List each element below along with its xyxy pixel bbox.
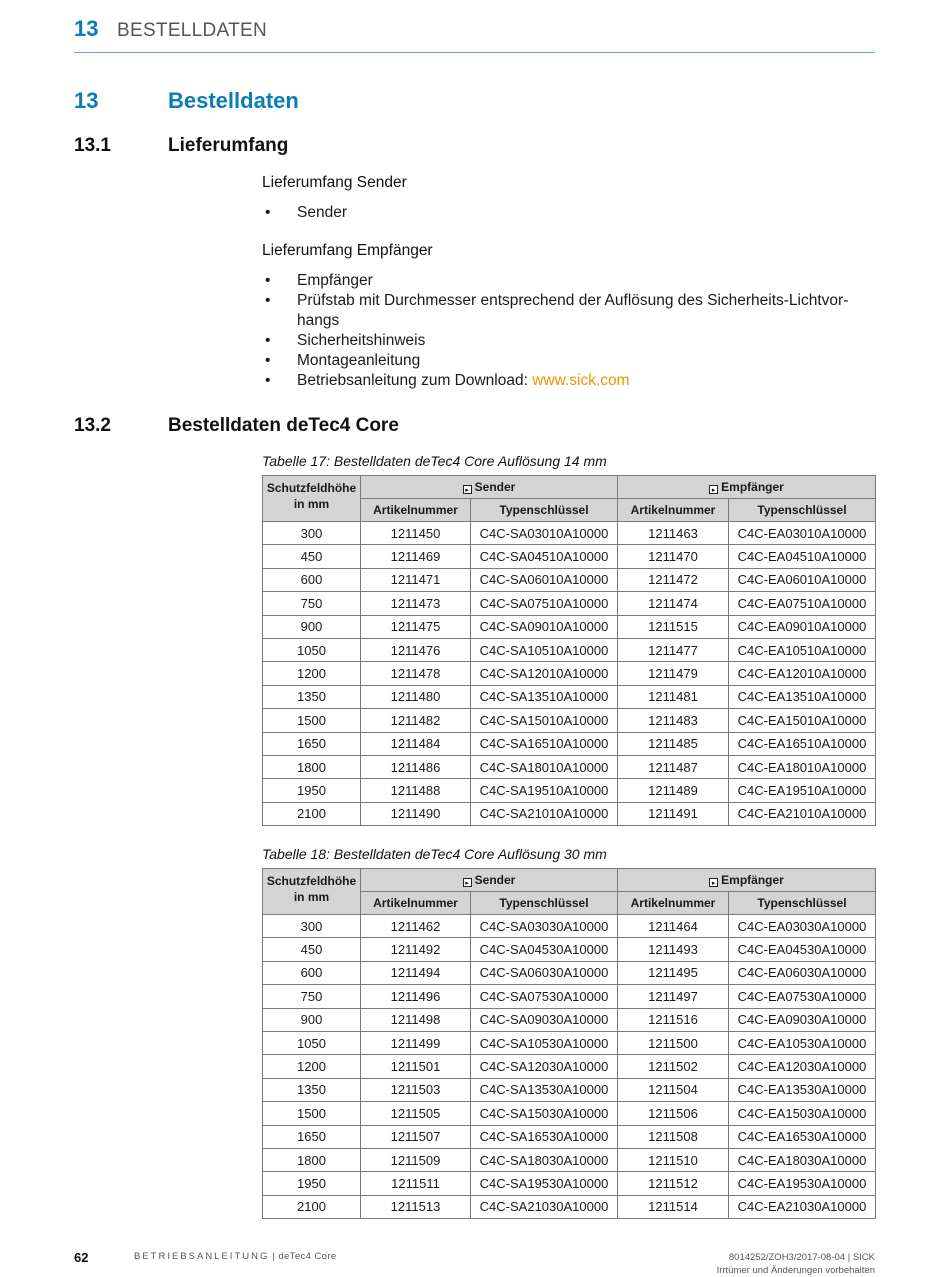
- table-row: [263, 732, 876, 755]
- table-cell: 1211470: [618, 545, 729, 568]
- table-cell: C4C-EA07530A10000: [729, 985, 876, 1008]
- download-link[interactable]: www.sick.com: [532, 372, 630, 389]
- table-cell: C4C-EA12010A10000: [729, 662, 876, 685]
- receiver-icon: ▸: [709, 878, 718, 887]
- table-cell: 1950: [263, 1172, 361, 1195]
- table-row: [263, 938, 876, 961]
- table-cell: 1211506: [618, 1102, 729, 1125]
- table-cell: C4C-SA15030A10000: [471, 1102, 618, 1125]
- col-header-type-key: Typenschlüssel: [729, 499, 876, 522]
- table-cell: 1211474: [618, 592, 729, 615]
- table-cell: 1211493: [618, 938, 729, 961]
- table-cell: 1211499: [361, 1031, 471, 1054]
- table-row: [263, 662, 876, 685]
- table-cell: 1200: [263, 1055, 361, 1078]
- col-header-article: Artikelnummer: [361, 499, 471, 522]
- table-cell: C4C-SA09030A10000: [471, 1008, 618, 1031]
- table-cell: C4C-EA07510A10000: [729, 592, 876, 615]
- table-cell: C4C-EA03030A10000: [729, 915, 876, 938]
- subsection-number-13-1: 13.1: [74, 135, 111, 156]
- table-cell: C4C-SA12010A10000: [471, 662, 618, 685]
- table-cell: C4C-SA03030A10000: [471, 915, 618, 938]
- table-cell: C4C-EA19530A10000: [729, 1172, 876, 1195]
- table-cell: 450: [263, 938, 361, 961]
- table-cell: 1211503: [361, 1078, 471, 1101]
- table-cell: C4C-SA19510A10000: [471, 779, 618, 802]
- table-cell: 1211509: [361, 1148, 471, 1171]
- table-cell: C4C-EA06010A10000: [729, 568, 876, 591]
- table-row: [263, 915, 876, 938]
- table-cell: C4C-SA21030A10000: [471, 1195, 618, 1218]
- table-cell: 1211463: [618, 522, 729, 545]
- table-cell: C4C-SA13530A10000: [471, 1078, 618, 1101]
- table-cell: C4C-SA06010A10000: [471, 568, 618, 591]
- sender-scope-list: [262, 203, 867, 223]
- table-cell: C4C-SA18010A10000: [471, 755, 618, 778]
- table-17-caption: Tabelle 17: Bestelldaten deTec4 Core Auflösung 14 mm: [262, 453, 607, 469]
- table-row: [263, 638, 876, 661]
- table-cell: C4C-EA18030A10000: [729, 1148, 876, 1171]
- table-row: [263, 985, 876, 1008]
- table-row: [263, 1125, 876, 1148]
- table-row: [263, 592, 876, 615]
- table-cell: 1211476: [361, 638, 471, 661]
- table-cell: 1211491: [618, 802, 729, 825]
- table-cell: 1950: [263, 779, 361, 802]
- table-cell: 1211485: [618, 732, 729, 755]
- table-cell: 1211471: [361, 568, 471, 591]
- page-number: 62: [74, 1250, 89, 1265]
- col-header-height: Schutzfeldhöhe in mm: [263, 476, 361, 522]
- table-cell: C4C-EA13530A10000: [729, 1078, 876, 1101]
- table-cell: 1211489: [618, 779, 729, 802]
- table-row: [263, 779, 876, 802]
- table-cell: 1050: [263, 1031, 361, 1054]
- table-cell: 1211496: [361, 985, 471, 1008]
- table-row: [263, 961, 876, 984]
- table-cell: 2100: [263, 1195, 361, 1218]
- order-table-14mm: [262, 475, 876, 826]
- table-cell: 1211498: [361, 1008, 471, 1031]
- table-cell: 1500: [263, 709, 361, 732]
- table-cell: 1211482: [361, 709, 471, 732]
- table-cell: 1650: [263, 732, 361, 755]
- receiver-scope-heading: Lieferumfang Empfänger: [262, 242, 433, 259]
- table-cell: 1211511: [361, 1172, 471, 1195]
- table-row: [263, 1031, 876, 1054]
- table-row: [263, 568, 876, 591]
- table-cell: C4C-EA09030A10000: [729, 1008, 876, 1031]
- table-cell: C4C-SA04530A10000: [471, 938, 618, 961]
- sender-icon: ▸: [463, 878, 472, 887]
- table-row: [263, 1008, 876, 1031]
- footer-document: BETRIEBSANLEITUNG | deTec4 Core: [134, 1251, 337, 1262]
- table-cell: 1211478: [361, 662, 471, 685]
- table-cell: 1211488: [361, 779, 471, 802]
- footer-reference: 8014252/ZOH3/2017-08-04 | SICK Irrtümer und Änderungen vorbehalten: [716, 1252, 875, 1276]
- table-cell: C4C-EA04510A10000: [729, 545, 876, 568]
- section-number: 13: [74, 88, 99, 113]
- table-cell: 1800: [263, 755, 361, 778]
- list-item: • Sender: [265, 204, 347, 221]
- table-cell: 1211480: [361, 685, 471, 708]
- col-header-type-key: Typenschlüssel: [471, 499, 618, 522]
- col-header-receiver: ▸ Empfänger: [618, 476, 876, 499]
- table-row: [263, 802, 876, 825]
- table-cell: 1211500: [618, 1031, 729, 1054]
- table-cell: 1500: [263, 1102, 361, 1125]
- table-cell: C4C-SA19530A10000: [471, 1172, 618, 1195]
- table-row: [263, 1078, 876, 1101]
- table-cell: 1200: [263, 662, 361, 685]
- table-row: [263, 755, 876, 778]
- table-cell: 600: [263, 568, 361, 591]
- table-cell: 1211515: [618, 615, 729, 638]
- table-cell: 1211473: [361, 592, 471, 615]
- table-cell: C4C-SA04510A10000: [471, 545, 618, 568]
- table-cell: 1211469: [361, 545, 471, 568]
- col-header-article: Artikelnummer: [618, 499, 729, 522]
- table-cell: C4C-EA16530A10000: [729, 1125, 876, 1148]
- table-cell: 1211479: [618, 662, 729, 685]
- table-cell: 1211462: [361, 915, 471, 938]
- table-cell: 1211510: [618, 1148, 729, 1171]
- col-header-type-key: Typenschlüssel: [471, 892, 618, 915]
- table-row: [263, 1055, 876, 1078]
- table-cell: C4C-EA06030A10000: [729, 961, 876, 984]
- col-header-article: Artikelnummer: [618, 892, 729, 915]
- table-cell: 1211481: [618, 685, 729, 708]
- table-cell: 1800: [263, 1148, 361, 1171]
- table-cell: C4C-SA09010A10000: [471, 615, 618, 638]
- col-header-receiver: ▸ Empfänger: [618, 869, 876, 892]
- list-item: • Betriebsanleitung zum Download: www.sick.com: [265, 372, 630, 389]
- table-cell: 900: [263, 615, 361, 638]
- table-cell: C4C-SA13510A10000: [471, 685, 618, 708]
- list-item: • Sicherheitshinweis: [265, 332, 426, 349]
- table-cell: 1211490: [361, 802, 471, 825]
- table-cell: C4C-SA12030A10000: [471, 1055, 618, 1078]
- table-cell: 1211497: [618, 985, 729, 1008]
- table-cell: 1211475: [361, 615, 471, 638]
- receiver-icon: ▸: [709, 485, 718, 494]
- table-cell: 300: [263, 522, 361, 545]
- table-cell: 1211513: [361, 1195, 471, 1218]
- header-divider: [74, 52, 875, 53]
- table-row: [263, 522, 876, 545]
- subsection-title-bestelldaten: Bestelldaten deTec4 Core: [168, 415, 399, 436]
- table-cell: 1350: [263, 685, 361, 708]
- table-cell: C4C-EA21010A10000: [729, 802, 876, 825]
- table-cell: 1211486: [361, 755, 471, 778]
- table-cell: 1350: [263, 1078, 361, 1101]
- table-cell: 1211483: [618, 709, 729, 732]
- table-cell: C4C-EA18010A10000: [729, 755, 876, 778]
- table-cell: 1211504: [618, 1078, 729, 1101]
- table-cell: C4C-SA10530A10000: [471, 1031, 618, 1054]
- col-header-article: Artikelnummer: [361, 892, 471, 915]
- table-cell: 1050: [263, 638, 361, 661]
- table-cell: 1211505: [361, 1102, 471, 1125]
- table-cell: 1211487: [618, 755, 729, 778]
- order-table-30mm: [262, 868, 876, 1219]
- table-cell: C4C-SA03010A10000: [471, 522, 618, 545]
- list-item: • Montageanleitung: [265, 352, 421, 369]
- table-cell: 1211507: [361, 1125, 471, 1148]
- table-cell: 900: [263, 1008, 361, 1031]
- running-header-title: BESTELLDATEN: [117, 20, 268, 41]
- table-cell: 1211508: [618, 1125, 729, 1148]
- table-cell: 1211495: [618, 961, 729, 984]
- table-row: [263, 545, 876, 568]
- receiver-scope-list: [262, 271, 867, 391]
- table-row: [263, 615, 876, 638]
- table-cell: C4C-SA07530A10000: [471, 985, 618, 1008]
- table-cell: C4C-EA15030A10000: [729, 1102, 876, 1125]
- table-cell: C4C-EA15010A10000: [729, 709, 876, 732]
- table-cell: 1211450: [361, 522, 471, 545]
- table-row: [263, 1172, 876, 1195]
- col-header-height: Schutzfeldhöhe in mm: [263, 869, 361, 915]
- table-cell: C4C-EA13510A10000: [729, 685, 876, 708]
- table-cell: 600: [263, 961, 361, 984]
- col-header-sender: ▸ Sender: [361, 869, 618, 892]
- table-cell: 1211464: [618, 915, 729, 938]
- table-cell: C4C-SA21010A10000: [471, 802, 618, 825]
- table-cell: C4C-EA09010A10000: [729, 615, 876, 638]
- col-header-type-key: Typenschlüssel: [729, 892, 876, 915]
- table-cell: 1211484: [361, 732, 471, 755]
- table-cell: C4C-EA10510A10000: [729, 638, 876, 661]
- table-cell: 1211501: [361, 1055, 471, 1078]
- table-cell: 1211516: [618, 1008, 729, 1031]
- list-item: • Prüfstab mit Durchmesser entsprechend der Auflösung des Sicherheits-Lichtvor-hangs: [265, 292, 849, 329]
- table-row: [263, 1148, 876, 1171]
- table-cell: C4C-SA18030A10000: [471, 1148, 618, 1171]
- table-cell: 1211477: [618, 638, 729, 661]
- table-cell: C4C-SA06030A10000: [471, 961, 618, 984]
- list-item: • Empfänger: [265, 272, 373, 289]
- running-header-number: 13: [74, 16, 99, 41]
- table-cell: 1211492: [361, 938, 471, 961]
- col-header-sender: ▸ Sender: [361, 476, 618, 499]
- table-cell: C4C-SA07510A10000: [471, 592, 618, 615]
- table-cell: C4C-SA16510A10000: [471, 732, 618, 755]
- table-row: [263, 1195, 876, 1218]
- table-cell: 2100: [263, 802, 361, 825]
- table-cell: 1211502: [618, 1055, 729, 1078]
- table-cell: C4C-EA12030A10000: [729, 1055, 876, 1078]
- table-cell: C4C-EA03010A10000: [729, 522, 876, 545]
- table-18-caption: Tabelle 18: Bestelldaten deTec4 Core Auflösung 30 mm: [262, 846, 607, 862]
- table-cell: 300: [263, 915, 361, 938]
- table-cell: 1211514: [618, 1195, 729, 1218]
- table-cell: C4C-SA15010A10000: [471, 709, 618, 732]
- table-cell: 1211512: [618, 1172, 729, 1195]
- table-cell: C4C-SA16530A10000: [471, 1125, 618, 1148]
- table-cell: 750: [263, 592, 361, 615]
- table-cell: 1650: [263, 1125, 361, 1148]
- subsection-title-lieferumfang: Lieferumfang: [168, 135, 289, 156]
- table-cell: C4C-SA10510A10000: [471, 638, 618, 661]
- table-cell: 1211494: [361, 961, 471, 984]
- table-cell: C4C-EA04530A10000: [729, 938, 876, 961]
- table-row: [263, 1102, 876, 1125]
- table-cell: 1211472: [618, 568, 729, 591]
- table-row: [263, 709, 876, 732]
- table-cell: C4C-EA21030A10000: [729, 1195, 876, 1218]
- table-cell: C4C-EA16510A10000: [729, 732, 876, 755]
- section-title: Bestelldaten: [168, 88, 299, 113]
- table-cell: C4C-EA10530A10000: [729, 1031, 876, 1054]
- sender-scope-heading: Lieferumfang Sender: [262, 174, 407, 191]
- table-cell: C4C-EA19510A10000: [729, 779, 876, 802]
- table-row: [263, 685, 876, 708]
- sender-icon: ▸: [463, 485, 472, 494]
- table-cell: 750: [263, 985, 361, 1008]
- table-cell: 450: [263, 545, 361, 568]
- subsection-number-13-2: 13.2: [74, 415, 111, 436]
